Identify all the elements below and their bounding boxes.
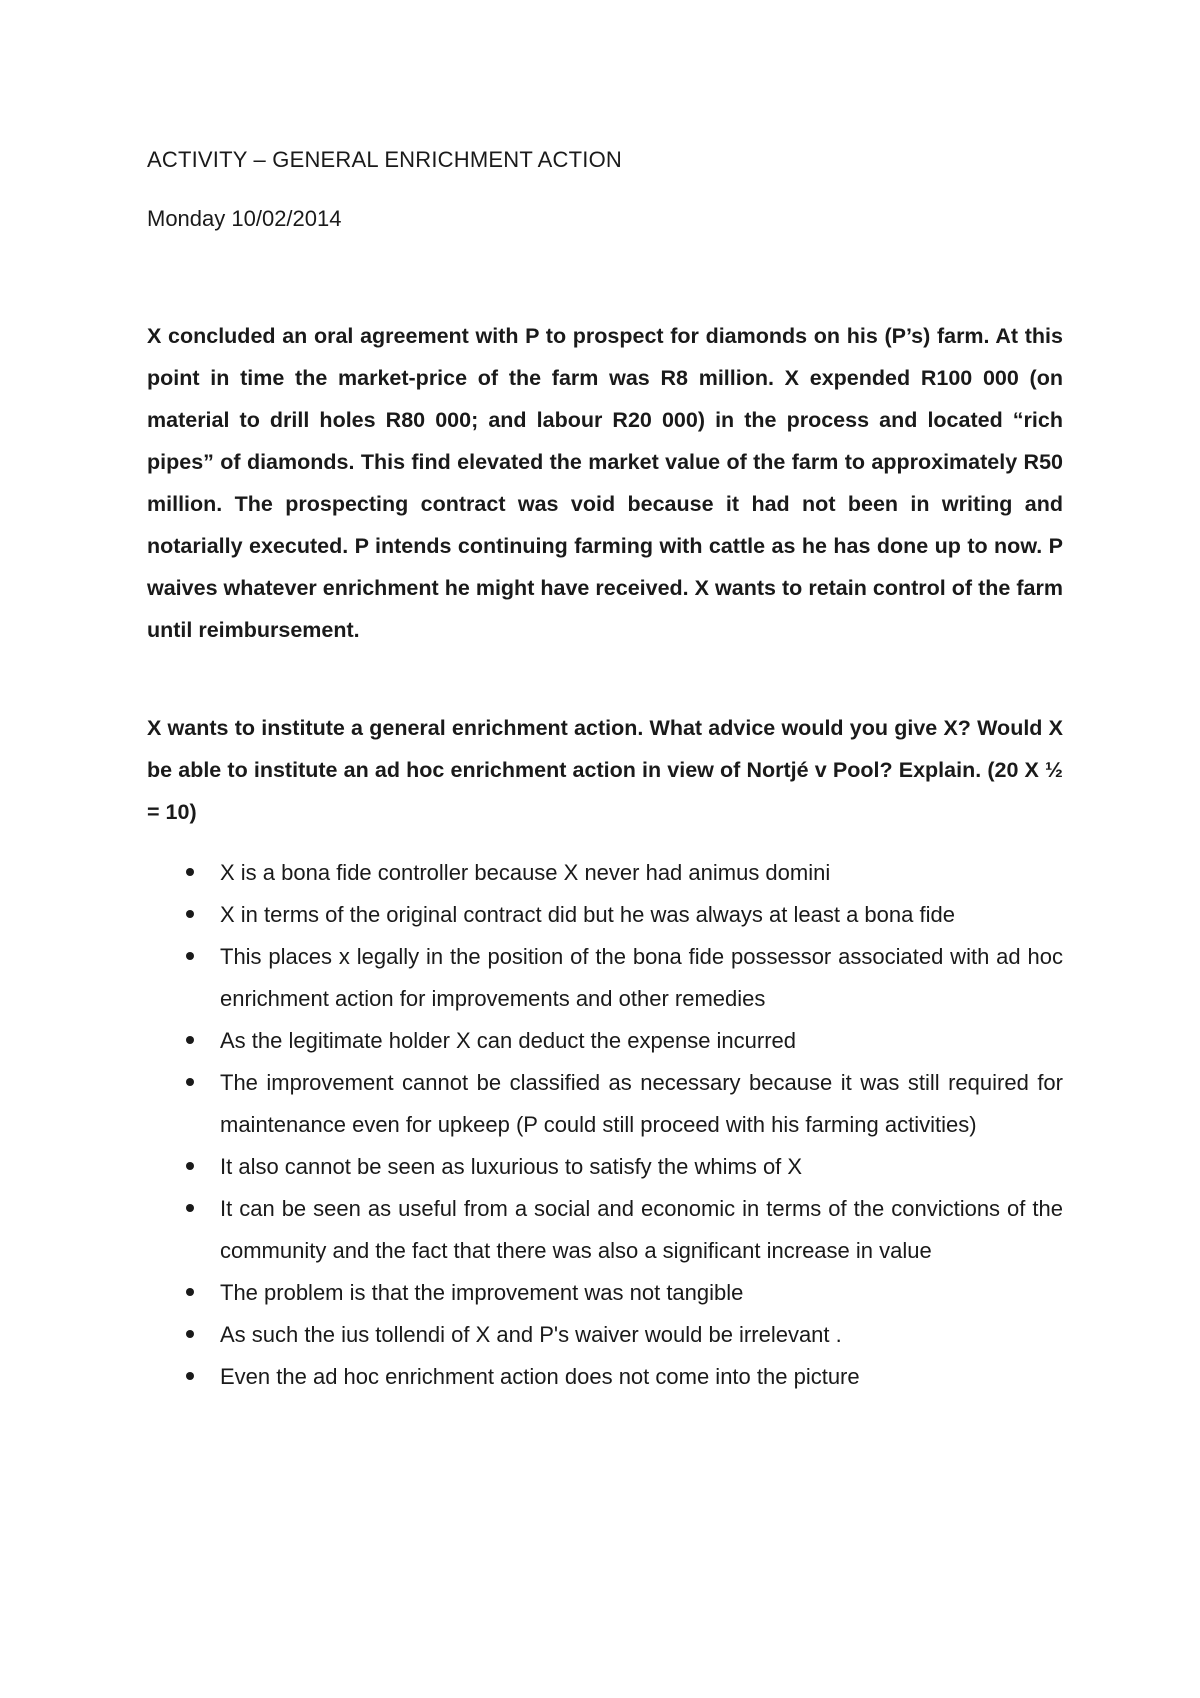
bullet-icon [186, 1372, 194, 1380]
list-item-text: It can be seen as useful from a social and economic in terms of the convictions of the community and the fact that there was also a significant increase in value [220, 1196, 1063, 1263]
bullet-icon [186, 1036, 194, 1044]
list-item [147, 1062, 1063, 1146]
list-item-text: The problem is that the improvement was not tangible [220, 1280, 744, 1305]
document-date: Monday 10/02/2014 [147, 206, 342, 231]
list-item-text: This places x legally in the position of the bona fide possessor associated with ad hoc enrichment action for improvements and other remedies [220, 944, 1063, 1011]
list-item [147, 936, 1063, 1020]
list-item [147, 1146, 1063, 1188]
list-item [147, 852, 1063, 894]
list-item [147, 894, 1063, 936]
question-paragraph: X wants to institute a general enrichment action. What advice would you give X? Would X be able to institute an ad hoc enrichment action in view of Nortjé v Pool? Explain. (20 X ½ = 10) [147, 716, 1063, 824]
document-title: ACTIVITY – GENERAL ENRICHMENT ACTION [147, 147, 622, 172]
bullet-icon [186, 1078, 194, 1086]
list-item [147, 1314, 1063, 1356]
list-item-text: Even the ad hoc enrichment action does not come into the picture [220, 1364, 860, 1389]
list-item [147, 1356, 1063, 1398]
bullet-icon [186, 1288, 194, 1296]
list-item-text: X in terms of the original contract did but he was always at least a bona fide [220, 902, 955, 927]
bullet-icon [186, 1204, 194, 1212]
scenario-paragraph: X concluded an oral agreement with P to prospect for diamonds on his (P’s) farm. At this point in time the market-price of the farm was R8 million. X expended R100 000 (on material to drill holes R80 000; and labour R20 000) in the process and located “rich pipes” of diamonds. This find elevated the market value of the farm to approximately R50 million. The prospecting contract was void because it had not been in writing and notarially executed. P intends continuing farming with cattle as he has done up to now. P waives whatever enrichment he might have received. X wants to retain control of the farm until reimbursement. [147, 324, 1063, 642]
list-item [147, 1020, 1063, 1062]
list-item-text: As the legitimate holder X can deduct the expense incurred [220, 1028, 797, 1053]
bullet-icon [186, 1330, 194, 1338]
bullet-icon [186, 910, 194, 918]
answer-list [147, 852, 1063, 1398]
bullet-icon [186, 868, 194, 876]
list-item-text: The improvement cannot be classified as necessary because it was still required for maintenance even for upkeep (P could still proceed with his farming activities) [220, 1070, 1063, 1137]
list-item-text: It also cannot be seen as luxurious to satisfy the whims of X [220, 1154, 803, 1179]
list-item [147, 1188, 1063, 1272]
list-item-text: As such the ius tollendi of X and P's waiver would be irrelevant . [220, 1322, 842, 1347]
bullet-icon [186, 1162, 194, 1170]
bullet-icon [186, 952, 194, 960]
list-item-text: X is a bona fide controller because X never had animus domini [220, 860, 831, 885]
list-item [147, 1272, 1063, 1314]
